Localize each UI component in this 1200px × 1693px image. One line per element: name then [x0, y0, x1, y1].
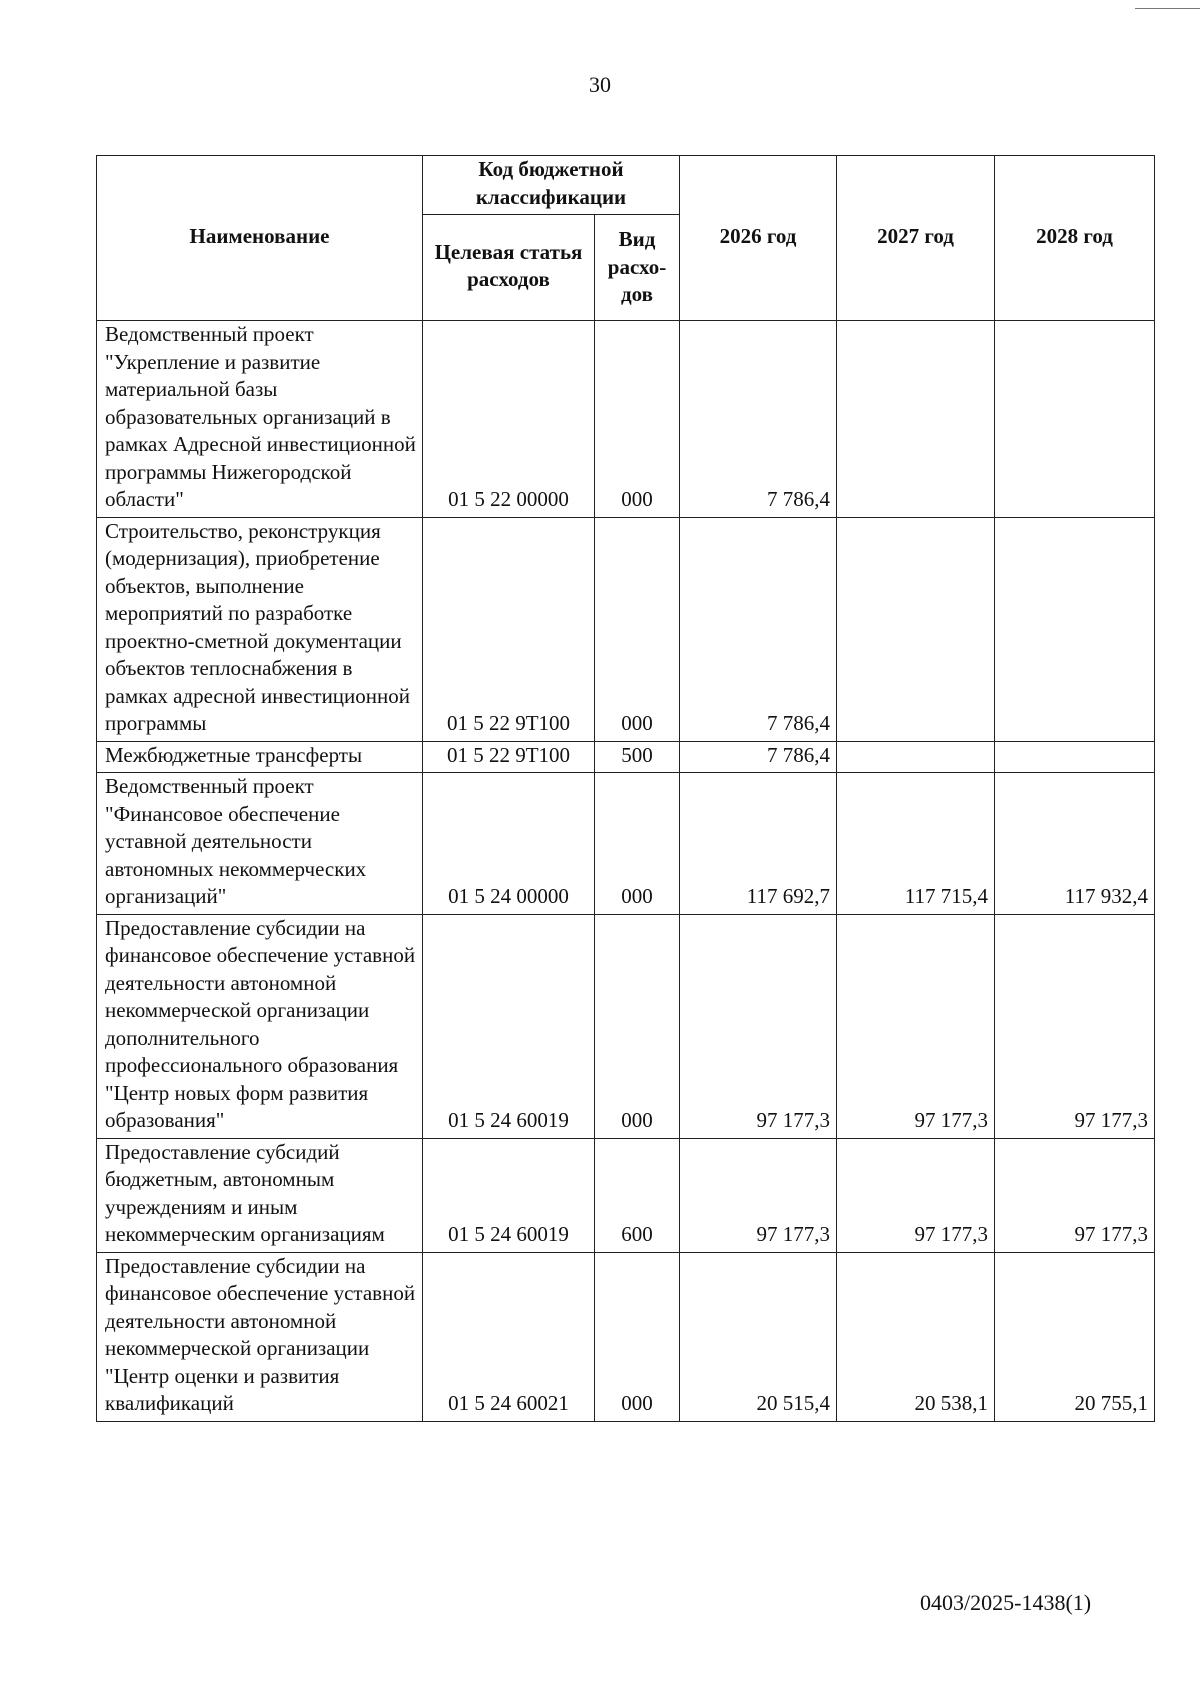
- cell-2027: 97 177,3: [837, 1138, 995, 1252]
- cell-2026: 7 786,4: [680, 741, 837, 773]
- cell-2027: [837, 741, 995, 773]
- table-row: [97, 773, 1155, 915]
- header-kbk: Код бюджетной классификации: [423, 156, 680, 215]
- cell-name: Ведомственный проект "Укрепление и развитие материальной базы образовательных организаций в рамках Адресной инвестиционной программы Нижегородской области": [97, 321, 423, 518]
- cell-2026: 7 786,4: [680, 517, 837, 741]
- cell-target-article: 01 5 24 00000: [423, 773, 595, 915]
- cell-name: Строительство, реконструкция (модернизация), приобретение объектов, выполнение мероприятий по разработке проектно-сметной документации объектов теплоснабжения в рамках адресной инвестиционной программы: [97, 517, 423, 741]
- cell-2027: [837, 321, 995, 518]
- cell-2027: 97 177,3: [837, 914, 995, 1138]
- cell-2026: 7 786,4: [680, 321, 837, 518]
- cell-2027: 20 538,1: [837, 1252, 995, 1421]
- cell-2028: 20 755,1: [995, 1252, 1155, 1421]
- cell-name: Предоставление субсидии на финансовое обеспечение уставной деятельности автономной некоммерческой организации дополнительного профессионального образования "Центр новых форм развития образования": [97, 914, 423, 1138]
- scan-edge-mark: [1135, 8, 1200, 9]
- cell-expense-type: 000: [595, 517, 680, 741]
- cell-2028: [995, 741, 1155, 773]
- cell-target-article: 01 5 22 9Т100: [423, 517, 595, 741]
- page-number: 30: [589, 72, 611, 97]
- table-row: [97, 914, 1155, 1138]
- cell-expense-type: 000: [595, 773, 680, 915]
- header-name: Наименование: [97, 156, 423, 321]
- cell-2026: 97 177,3: [680, 914, 837, 1138]
- cell-expense-type: 000: [595, 1252, 680, 1421]
- cell-2028: 97 177,3: [995, 1138, 1155, 1252]
- cell-2028: 97 177,3: [995, 914, 1155, 1138]
- cell-2027: 117 715,4: [837, 773, 995, 915]
- cell-2026: 97 177,3: [680, 1138, 837, 1252]
- cell-name: Межбюджетные трансферты: [97, 741, 423, 773]
- table-row: [97, 1138, 1155, 1252]
- header-target-article: Целевая статья расходов: [423, 215, 595, 321]
- table-row: [97, 517, 1155, 741]
- document-code: 0403/2025-1438(1): [920, 1590, 1092, 1615]
- table-row: [97, 1252, 1155, 1421]
- header-2028: 2028 год: [995, 156, 1155, 321]
- budget-table: [96, 155, 1155, 1422]
- cell-2028: 117 932,4: [995, 773, 1155, 915]
- table-row: [97, 741, 1155, 773]
- header-2027: 2027 год: [837, 156, 995, 321]
- cell-2026: 117 692,7: [680, 773, 837, 915]
- cell-target-article: 01 5 24 60019: [423, 914, 595, 1138]
- cell-name: Ведомственный проект "Финансовое обеспечение уставной деятельности автономных некоммерческих организаций": [97, 773, 423, 915]
- cell-name: Предоставление субсидий бюджетным, автономным учреждениям и иным некоммерческим организациям: [97, 1138, 423, 1252]
- cell-target-article: 01 5 24 60019: [423, 1138, 595, 1252]
- cell-2028: [995, 517, 1155, 741]
- table-body: [97, 321, 1155, 1422]
- cell-expense-type: 000: [595, 914, 680, 1138]
- cell-expense-type: 500: [595, 741, 680, 773]
- cell-2026: 20 515,4: [680, 1252, 837, 1421]
- header-expense-type: Вид расхо-дов: [595, 215, 680, 321]
- cell-expense-type: 600: [595, 1138, 680, 1252]
- cell-2027: [837, 517, 995, 741]
- cell-name: Предоставление субсидии на финансовое обеспечение уставной деятельности автономной некоммерческой организации "Центр оценки и развития квалификаций: [97, 1252, 423, 1421]
- header-2026: 2026 год: [680, 156, 837, 321]
- cell-target-article: 01 5 24 60021: [423, 1252, 595, 1421]
- cell-expense-type: 000: [595, 321, 680, 518]
- cell-2028: [995, 321, 1155, 518]
- table-row: [97, 321, 1155, 518]
- cell-target-article: 01 5 22 9Т100: [423, 741, 595, 773]
- cell-target-article: 01 5 22 00000: [423, 321, 595, 518]
